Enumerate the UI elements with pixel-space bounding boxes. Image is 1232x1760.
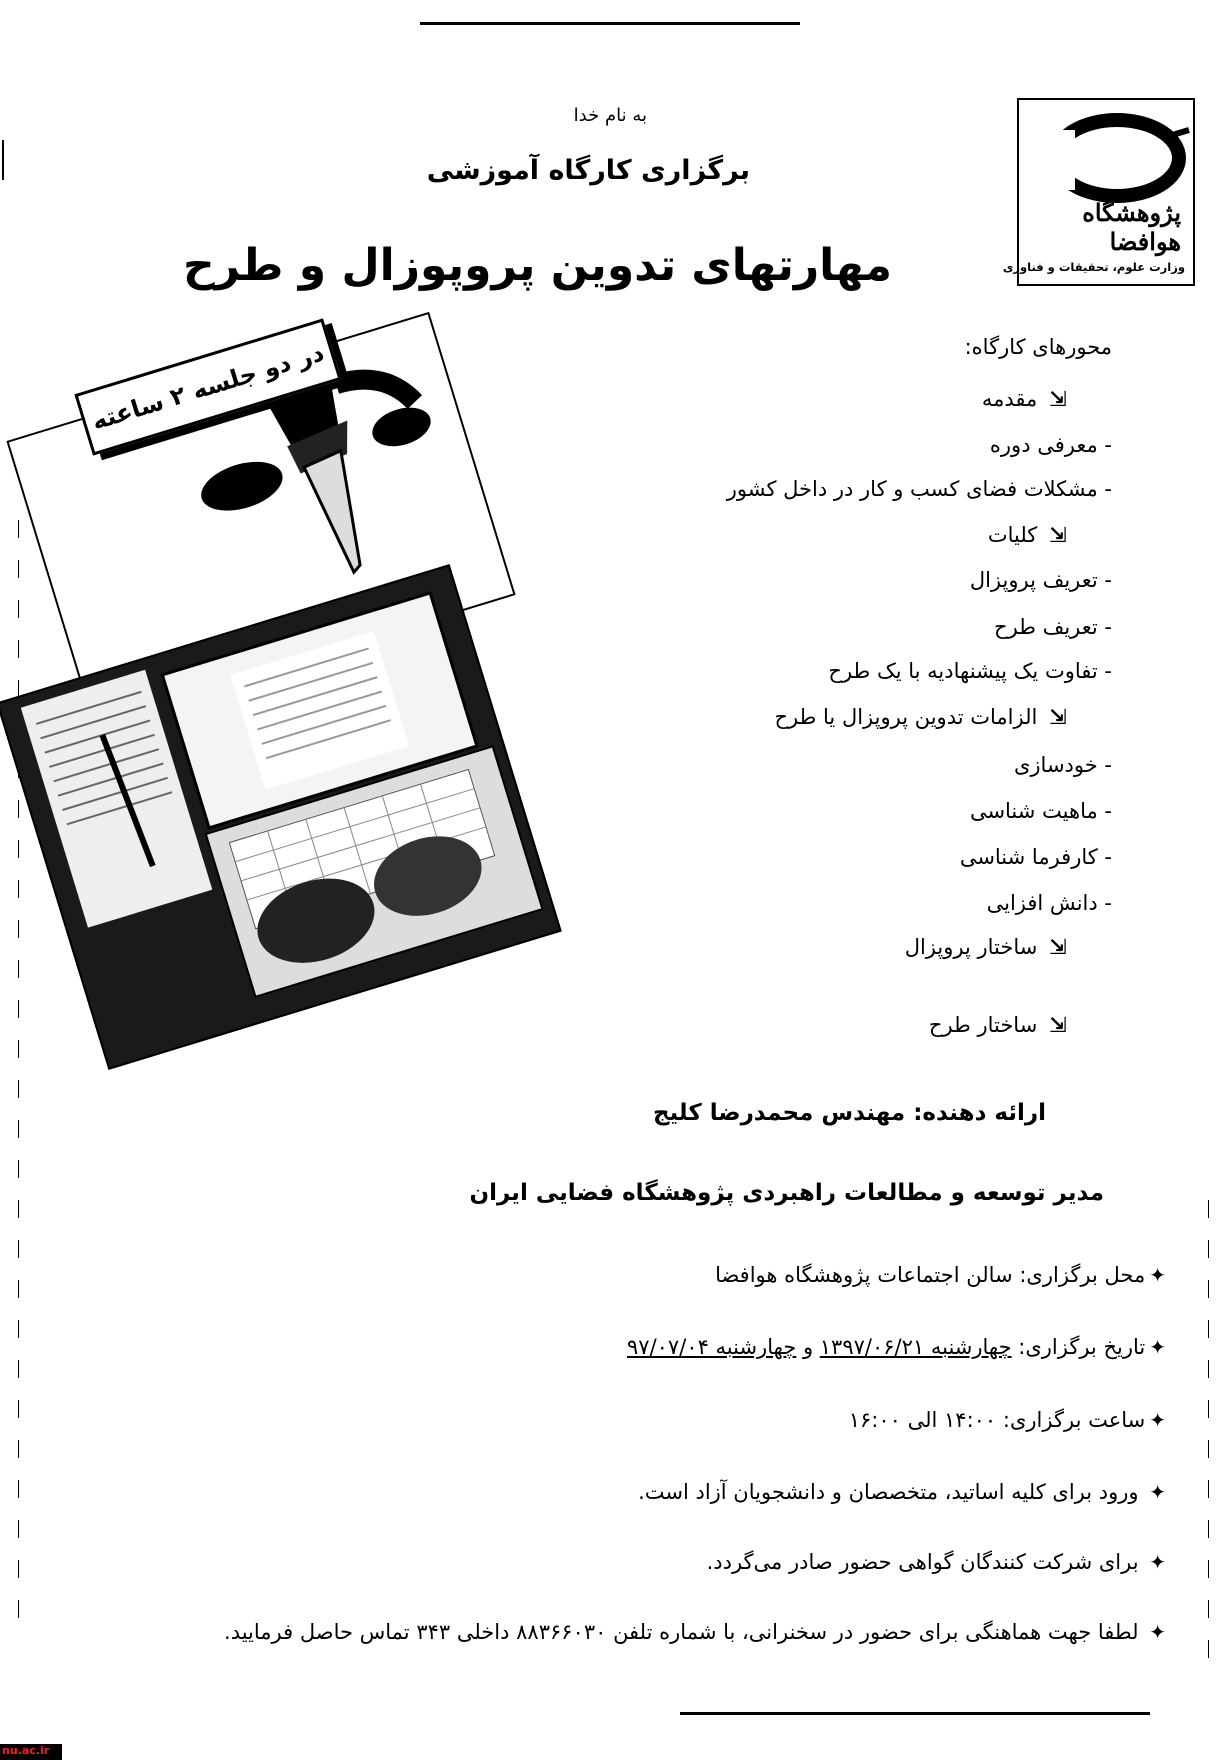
- topic-main: ⇲ ساختار پروپزال: [905, 935, 1072, 959]
- arrow-icon: ⇲: [1049, 523, 1067, 547]
- site-watermark: [0, 1744, 62, 1760]
- topic-sub: - تفاوت یک پیشنهادیه با یک طرح: [828, 659, 1112, 683]
- workshop-subtitle: برگزاری کارگاه آموزشی: [426, 155, 750, 186]
- diamond-icon: ✦: [1149, 1408, 1166, 1432]
- presenter-position: مدیر توسعه و مطالعات راهبردی پژوهشگاه فضایی ایران: [469, 1180, 1104, 1206]
- topic-main: ⇲ کلیات: [988, 523, 1072, 547]
- topic-main: ⇲ الزامات تدوین پروپزال یا طرح: [775, 705, 1073, 729]
- topic-sub: - خودسازی: [1013, 753, 1112, 777]
- scan-left-mark: [2, 140, 4, 180]
- scan-bottom-line: [680, 1712, 1150, 1715]
- logo-ring-icon: [1019, 100, 1193, 210]
- topic-sub: - دانش افزایی: [986, 891, 1112, 915]
- certificate-line: ✦ برای شرکت کنندگان گواهی حضور صادر می‌گردد.: [706, 1550, 1166, 1574]
- diamond-icon: ✦: [1149, 1480, 1166, 1504]
- scan-right-dashes: [1208, 1200, 1209, 1660]
- entry-line: ✦ ورود برای کلیه اساتید، متخصصان و دانشجویان آزاد است.: [638, 1480, 1166, 1504]
- time-line: ✦ساعت برگزاری: ۱۴:۰۰ الی ۱۶:۰۰: [848, 1408, 1166, 1432]
- venue-line: ✦محل برگزاری: سالن اجتماعات پژوهشگاه هوافضا: [715, 1263, 1166, 1287]
- arrow-icon: ⇲: [1049, 387, 1067, 411]
- sessions-badge: در دو جلسه ۲ ساعته: [74, 318, 341, 455]
- diamond-icon: ✦: [1149, 1620, 1166, 1644]
- contact-line: ✦ لطفا جهت هماهنگی برای حضور در سخنرانی، با شماره تلفن ۸۸۳۶۶۰۳۰ داخلی ۳۴۳ تماس حاصل فرمایید.: [224, 1620, 1166, 1644]
- scan-left-dashes: [18, 520, 19, 1620]
- diamond-icon: ✦: [1149, 1550, 1166, 1574]
- diamond-icon: ✦: [1149, 1263, 1166, 1287]
- topic-main: ⇲ مقدمه: [982, 387, 1072, 411]
- diamond-icon: ✦: [1149, 1335, 1166, 1359]
- site-watermark-text: nu.ac.ir: [2, 1744, 50, 1757]
- institute-logo: [1002, 98, 1195, 286]
- topics-heading: محورهای کارگاه:: [964, 335, 1112, 359]
- presenter-name: مهندس محمدرضا کلیج: [652, 1100, 906, 1126]
- presenter: [653, 1100, 1046, 1126]
- basmala: به نام خدا: [573, 105, 647, 126]
- date-line: ✦تاریخ برگزاری: چهارشنبه ۱۳۹۷/۰۶/۲۱ و چهارشنبه ۹۷/۰۷/۰۴: [627, 1335, 1166, 1359]
- logo-ministry: وزارت علوم، تحقیقات و فناوری: [1002, 260, 1185, 274]
- topic-sub: - تعریف طرح: [994, 615, 1112, 639]
- arrow-icon: ⇲: [1049, 935, 1067, 959]
- topic-sub: - کارفرما شناسی: [959, 845, 1112, 869]
- arrow-icon: ⇲: [1049, 705, 1067, 729]
- topic-sub: - تعریف پروپزال: [969, 568, 1112, 592]
- logo-name: پژوهشگاه هوافضا: [1082, 198, 1181, 256]
- topic-main: ⇲ ساختار طرح: [929, 1013, 1072, 1037]
- arrow-icon: ⇲: [1049, 1013, 1067, 1037]
- page-title: مهارتهای تدوین پروپوزال و طرح: [182, 240, 892, 291]
- scan-top-line: [420, 22, 800, 25]
- topic-sub: - مشکلات فضای کسب و کار در داخل کشور: [726, 477, 1112, 501]
- topic-sub: - معرفی دوره: [989, 433, 1112, 457]
- topic-sub: - ماهیت شناسی: [969, 799, 1112, 823]
- presenter-label: ارائه دهنده:: [913, 1100, 1046, 1126]
